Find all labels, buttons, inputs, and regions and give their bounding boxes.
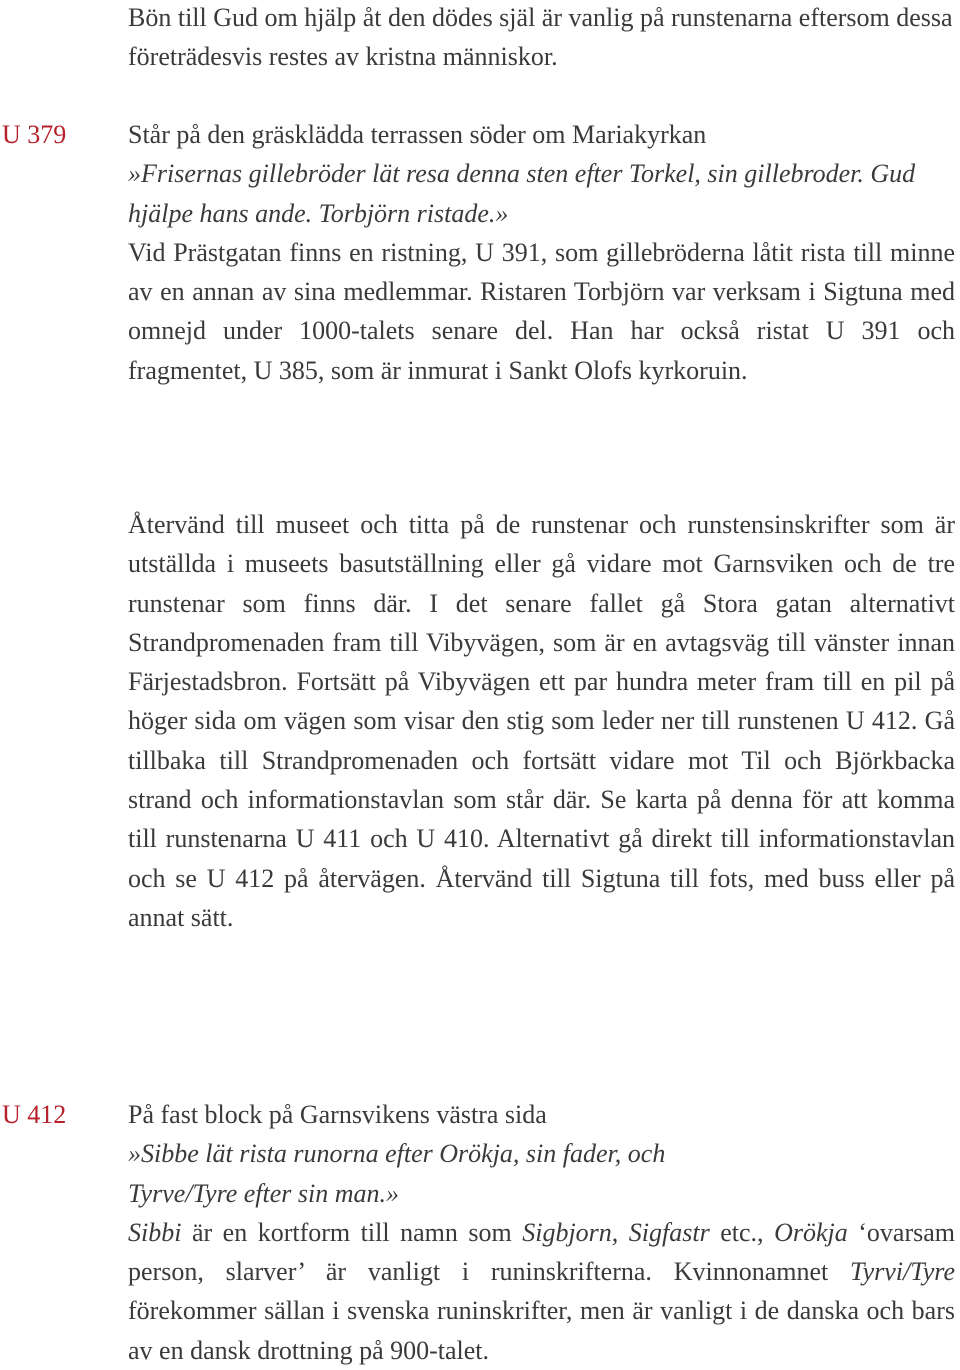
intro-paragraph: Bön till Gud om hjälp åt den dödes själ är vanlig på runstenarna eftersom dessa företrädesvis restes av kristna människor. [128,3,953,72]
directions-paragraph: Återvänd till museet och titta på de runstenar och runstensinskrifter som är utställda i museets basutställning eller gå vidare mot Garnsviken och de tre runstenar som finns där. I det senare fallet gå Stora gatan alternativt Strandpromenaden fram till Vibyvägen, som är en avtagsväg till vänster innan Färjestadsbron. Fortsätt på Vibyvägen ett par hundra meter fram till en pil på höger sida om vägen som visar den stig som leder ner till runstenen U 412. Gå tillbaka till Strandpromenaden och fortsätt vidare mot Til och Björkbacka strand och informationstavlan som står där. Se karta på denna för att komma till runstenarna U 411 och U 410. Alternativt gå direkt till informationstavlan och se U 412 på återvägen. Återvänd till Sigtuna till fots, med buss eller på annat sätt. [128,510,955,932]
entry-u412 [128,1095,955,1370]
commentary-text: ‘ovarsam person, slarver’ är vanligt i runinskrifterna. Kvinnonamnet [128,1217,955,1287]
commentary-text: etc., [709,1217,775,1247]
term-sigbjorn-sigfastr: Sigbjorn, Sigfastr [522,1217,710,1247]
u412-location: På fast block på Garnsvikens västra sida [128,1100,547,1129]
entry-u379 [128,115,955,390]
term-orokja: Orökja [774,1217,848,1247]
term-tyrvi-tyre: Tyrvi/Tyre [850,1257,955,1287]
u412-commentary [128,1213,955,1370]
commentary-text: är en kortform till namn som [181,1217,523,1247]
u412-inscription-line1: »Sibbe lät rista runorna efter Orökja, sin fader, och [128,1139,666,1169]
u379-inscription [128,154,955,233]
u412-inscription [128,1134,955,1213]
u379-location: Står på den gräsklädda terrassen söder om Mariakyrkan [128,120,707,149]
entry-id-u379: U 379 [2,120,67,149]
commentary-text: förekommer sällan i svenska runinskrifter, men är vanligt i de danska och bars av en dansk drottning på 900-talet. [128,1296,955,1365]
entry-id-u412: U 412 [2,1100,67,1129]
u379-commentary: Vid Prästgatan finns en ristning, U 391, som gillebröderna låtit rista till minne av en annan av sina medlemmar. Ristaren Torbjörn var verksam i Sigtuna med omnejd under 1000-talets senare del. Han har också ristat U 391 och fragmentet, U 385, som är inmurat i Sankt Olofs kyrkoruin. [128,237,955,385]
term-sibbi: Sibbi [128,1217,182,1247]
u412-inscription-line2: Tyrve/Tyre efter sin man.» [128,1178,400,1208]
u379-inscription-text: »Frisernas gillebröder lät resa denna sten efter Torkel, sin gillebroder. Gud hjälpe hans ande. Torbjörn ristade.» [128,159,916,228]
